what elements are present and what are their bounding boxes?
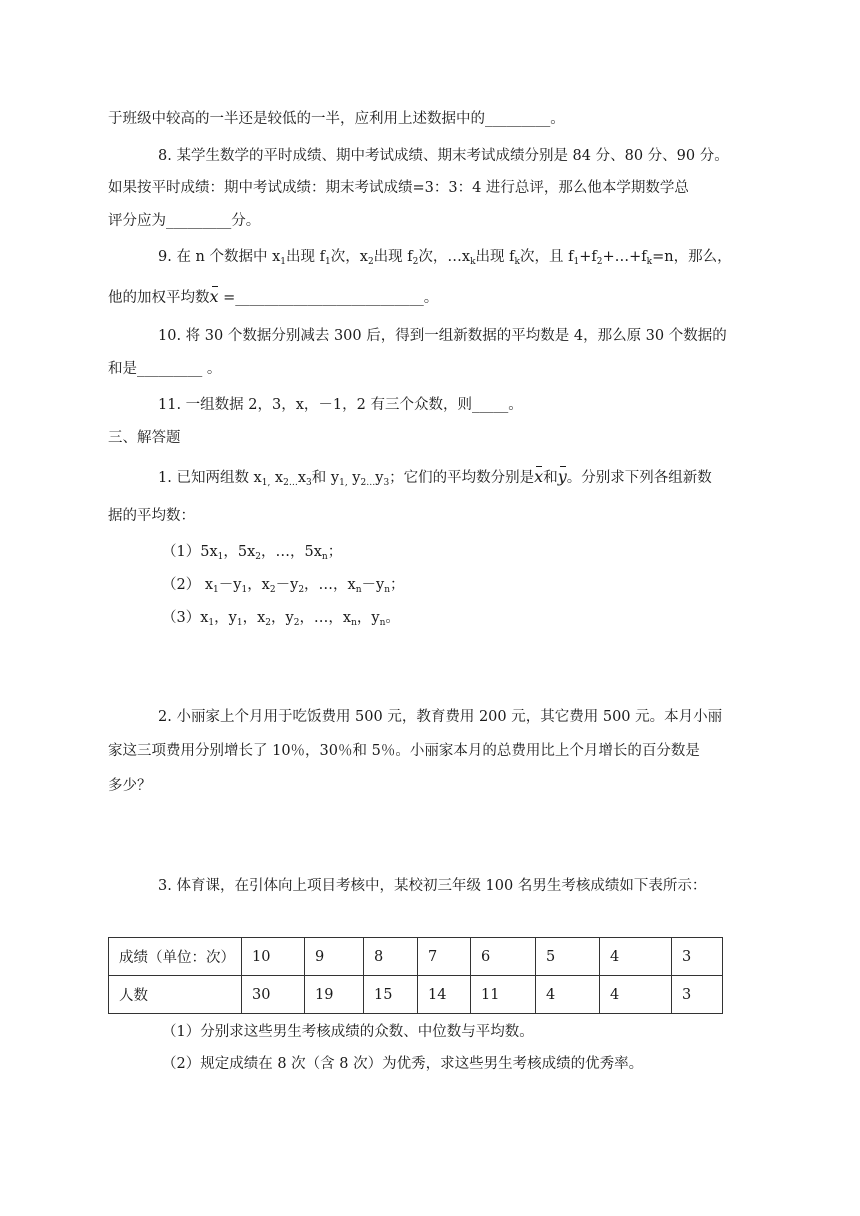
- table-cell: 10: [242, 938, 305, 976]
- question-9-line-2: 他的加权平均数x =__________________________。: [108, 287, 439, 306]
- question-8-line-3: 评分应为_________分。: [108, 213, 261, 229]
- table-cell: 3: [672, 938, 723, 976]
- table-cell: 4: [536, 976, 600, 1014]
- problem-1-part-1: $(1)5x_1$，$5x_2$，…，$5x_n$；: [162, 544, 343, 562]
- table-cell: 11: [471, 976, 536, 1014]
- table-cell: 6: [471, 938, 536, 976]
- problem-2-line-1: 2. 小丽家上个月用于吃饭费用 500 元，教育费用 200 元，其它费用 500 元。本月小丽: [158, 709, 723, 725]
- question-9-line-1: 9. 在 n 个数据中 $x_1$出现 $f_1$次，$x_2$出现 $f_2$次，$\dots x_k$出现 $f_k$次，且 $f_1+f_2+\dots+f_k=n$，那么，: [158, 249, 732, 267]
- problem-3-part-1: （1）分别求这些男生考核成绩的众数、中位数与平均数。: [162, 1024, 534, 1040]
- table-cell: 4: [600, 976, 672, 1014]
- x-bar-symbol: x: [209, 287, 219, 306]
- x-bar-symbol: x: [534, 467, 544, 486]
- problem-1-part-3: $(3)x_1$，$y_1$，$x_2$，$y_2$，…，$x_n$，$y_n$。: [162, 610, 400, 628]
- table-row: [109, 938, 723, 976]
- table-header-cell: 人数: [109, 976, 242, 1014]
- table-cell: 7: [418, 938, 471, 976]
- y-bar-symbol: y: [557, 467, 567, 486]
- question-10-line-1: 10. 将 30 个数据分别减去 300 后，得到一组新数据的平均数是 4，那么原 30 个数据的: [158, 328, 727, 344]
- table-cell: 9: [305, 938, 364, 976]
- problem-1-line-2: 据的平均数：: [108, 508, 195, 524]
- text-line: 于班级中较高的一半还是较低的一半，应利用上述数据中的_________。: [108, 111, 565, 127]
- question-8-line-2: 如果按平时成绩：期中考试成绩：期末考试成绩=3：3：4 进行总评，那么他本学期数学总: [108, 180, 689, 196]
- problem-1-part-2: （2） $x_1-y_1$，$x_2-y_2$，…，$x_n-y_n$；: [162, 577, 405, 595]
- table-header-cell: 成绩（单位：次）: [109, 938, 242, 976]
- problem-2-line-2: 家这三项费用分别增长了 10％，30％和 5％。小丽家本月的总费用比上个月增长的百分数是: [108, 743, 700, 759]
- table-cell: 5: [536, 938, 600, 976]
- problem-3-line-1: 3. 体育课，在引体向上项目考核中，某校初三年级 100 名男生考核成绩如下表所示：: [158, 878, 707, 894]
- table-cell: 30: [242, 976, 305, 1014]
- table-cell: 15: [364, 976, 418, 1014]
- table-cell: 3: [672, 976, 723, 1014]
- scores-table: [108, 937, 723, 1014]
- problem-3-part-2: （2）规定成绩在 8 次（含 8 次）为优秀，求这些男生考核成绩的优秀率。: [162, 1056, 644, 1072]
- section-heading: 三、解答题: [108, 430, 181, 446]
- problem-2-line-3: 多少？: [108, 778, 152, 794]
- table-cell: 4: [600, 938, 672, 976]
- question-8-line-1: 8. 某学生数学的平时成绩、期中考试成绩、期末考试成绩分别是 84 分、80 分、90 分。: [158, 148, 729, 164]
- table-cell: 14: [418, 976, 471, 1014]
- problem-1-line-1: 1. 已知两组数 $x_{1,}$ $x_{2\dots}x_3$和 $y_{1,}$ $y_{2\dots}y_3$；它们的平均数分别是x和y。分别求下列各组新数: [158, 467, 712, 488]
- question-11: 11. 一组数据 2，3，x，－1，2 有三个众数，则_____。: [158, 397, 523, 413]
- table-cell: 19: [305, 976, 364, 1014]
- question-10-line-2: 和是_________ 。: [108, 361, 222, 377]
- table-row: [109, 976, 723, 1014]
- table-cell: 8: [364, 938, 418, 976]
